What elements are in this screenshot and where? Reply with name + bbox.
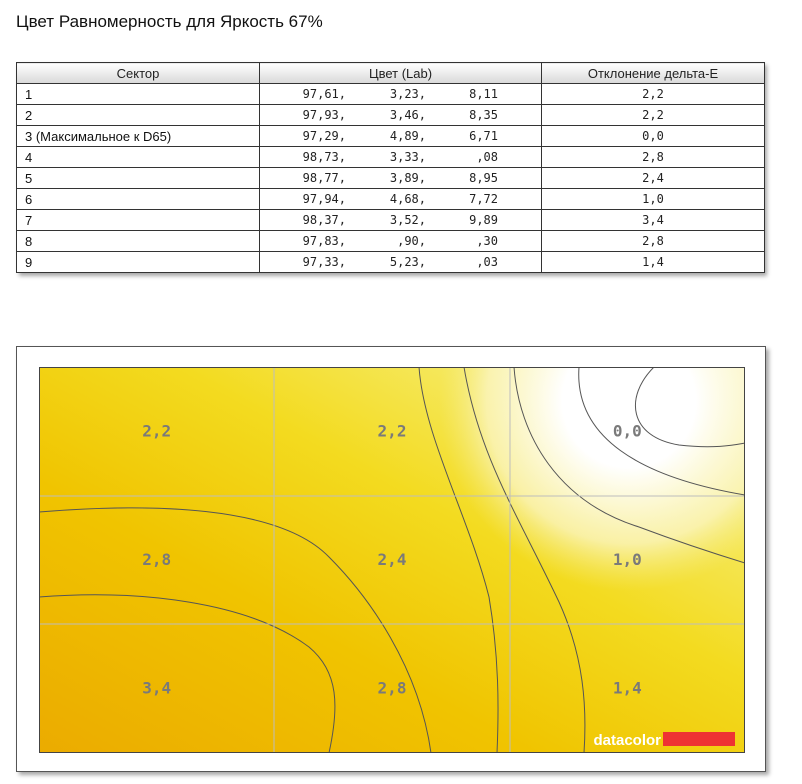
table-row xyxy=(17,252,765,273)
lab-cell xyxy=(260,168,542,189)
delta-e-cell: 2,8 xyxy=(542,231,765,252)
sector-cell: 3 (Максимальное к D65) xyxy=(17,126,260,147)
lab-table xyxy=(16,62,765,273)
table-header-row xyxy=(17,63,765,84)
page-title: Цвет Равномерность для Яркость 67% xyxy=(16,12,323,31)
lab-a-value: 3,52, xyxy=(389,213,426,227)
lab-a-value: 4,68, xyxy=(389,192,426,206)
lab-l-value: 97,94, xyxy=(302,192,346,206)
heatmap-cell-label: 3,4 xyxy=(142,678,172,698)
heatmap-cell-label: 1,0 xyxy=(612,550,642,569)
lab-l-value: 97,83, xyxy=(302,234,346,248)
lab-l-value: 97,61, xyxy=(302,87,346,101)
lab-l-value: 98,73, xyxy=(302,150,346,164)
sector-cell: 1 xyxy=(17,84,260,105)
lab-b-value: ,03 xyxy=(476,255,498,269)
sector-cell: 8 xyxy=(17,231,260,252)
column-header-delta-e: Отклонение дельта-E xyxy=(542,63,765,84)
lab-b-value: 6,71 xyxy=(469,129,498,143)
table-row xyxy=(17,168,765,189)
lab-l-value: 97,93, xyxy=(302,108,346,122)
column-header-sector: Сектор xyxy=(17,63,260,84)
sector-cell: 4 xyxy=(17,147,260,168)
lab-a-value: 3,46, xyxy=(389,108,426,122)
lab-a-value: 3,89, xyxy=(389,171,426,185)
lab-b-value: 8,95 xyxy=(469,171,498,185)
lab-cell xyxy=(260,126,542,147)
uniformity-chart-frame xyxy=(16,346,766,772)
heatmap-cell-label: 2,2 xyxy=(377,421,407,441)
datacolor-logo-bar xyxy=(663,732,735,746)
sector-cell: 6 xyxy=(17,189,260,210)
lab-a-value: 3,33, xyxy=(389,150,426,164)
table-row xyxy=(17,210,765,231)
lab-a-value: ,90, xyxy=(397,234,426,248)
lab-table-container xyxy=(16,62,764,273)
lab-b-value: 9,89 xyxy=(469,213,498,227)
lab-l-value: 97,33, xyxy=(302,255,346,269)
table-row xyxy=(17,126,765,147)
lab-cell xyxy=(260,252,542,273)
table-row xyxy=(17,105,765,126)
lab-cell xyxy=(260,189,542,210)
lab-cell xyxy=(260,147,542,168)
heatmap-cell-label: 0,0 xyxy=(612,421,642,441)
lab-cell xyxy=(260,105,542,126)
heatmap-cell-label: 1,4 xyxy=(612,678,642,698)
lab-l-value: 98,77, xyxy=(302,171,346,185)
table-row xyxy=(17,147,765,168)
lab-l-value: 98,37, xyxy=(302,213,346,227)
lab-a-value: 3,23, xyxy=(389,87,426,101)
lab-b-value: 8,35 xyxy=(469,108,498,122)
lab-a-value: 5,23, xyxy=(389,255,426,269)
lab-a-value: 4,89, xyxy=(389,129,426,143)
lab-b-value: ,08 xyxy=(476,150,498,164)
lab-b-value: ,30 xyxy=(476,234,498,248)
sector-cell: 7 xyxy=(17,210,260,231)
lab-l-value: 97,29, xyxy=(302,129,346,143)
delta-e-cell: 2,8 xyxy=(542,147,765,168)
table-body xyxy=(17,84,765,273)
lab-b-value: 7,72 xyxy=(469,192,498,206)
delta-e-cell: 2,2 xyxy=(542,84,765,105)
sector-cell: 9 xyxy=(17,252,260,273)
sector-cell: 5 xyxy=(17,168,260,189)
heatmap-cell-label: 2,2 xyxy=(142,421,172,441)
uniformity-heatmap xyxy=(39,367,745,753)
delta-e-cell: 1,4 xyxy=(542,252,765,273)
heatmap-cell-label: 2,8 xyxy=(142,550,172,569)
delta-e-cell: 2,2 xyxy=(542,105,765,126)
lab-cell xyxy=(260,231,542,252)
heatmap-cell-label: 2,4 xyxy=(377,550,407,569)
delta-e-cell: 0,0 xyxy=(542,126,765,147)
delta-e-cell: 3,4 xyxy=(542,210,765,231)
sector-cell: 2 xyxy=(17,105,260,126)
heatmap-cell-label: 2,8 xyxy=(377,678,407,698)
column-header-color-lab: Цвет (Lab) xyxy=(260,63,542,84)
lab-cell xyxy=(260,210,542,231)
table-row xyxy=(17,189,765,210)
table-row xyxy=(17,231,765,252)
table-row xyxy=(17,84,765,105)
lab-cell xyxy=(260,84,542,105)
datacolor-logo-text: datacolor xyxy=(593,732,661,749)
lab-b-value: 8,11 xyxy=(469,87,498,101)
delta-e-cell: 2,4 xyxy=(542,168,765,189)
delta-e-cell: 1,0 xyxy=(542,189,765,210)
